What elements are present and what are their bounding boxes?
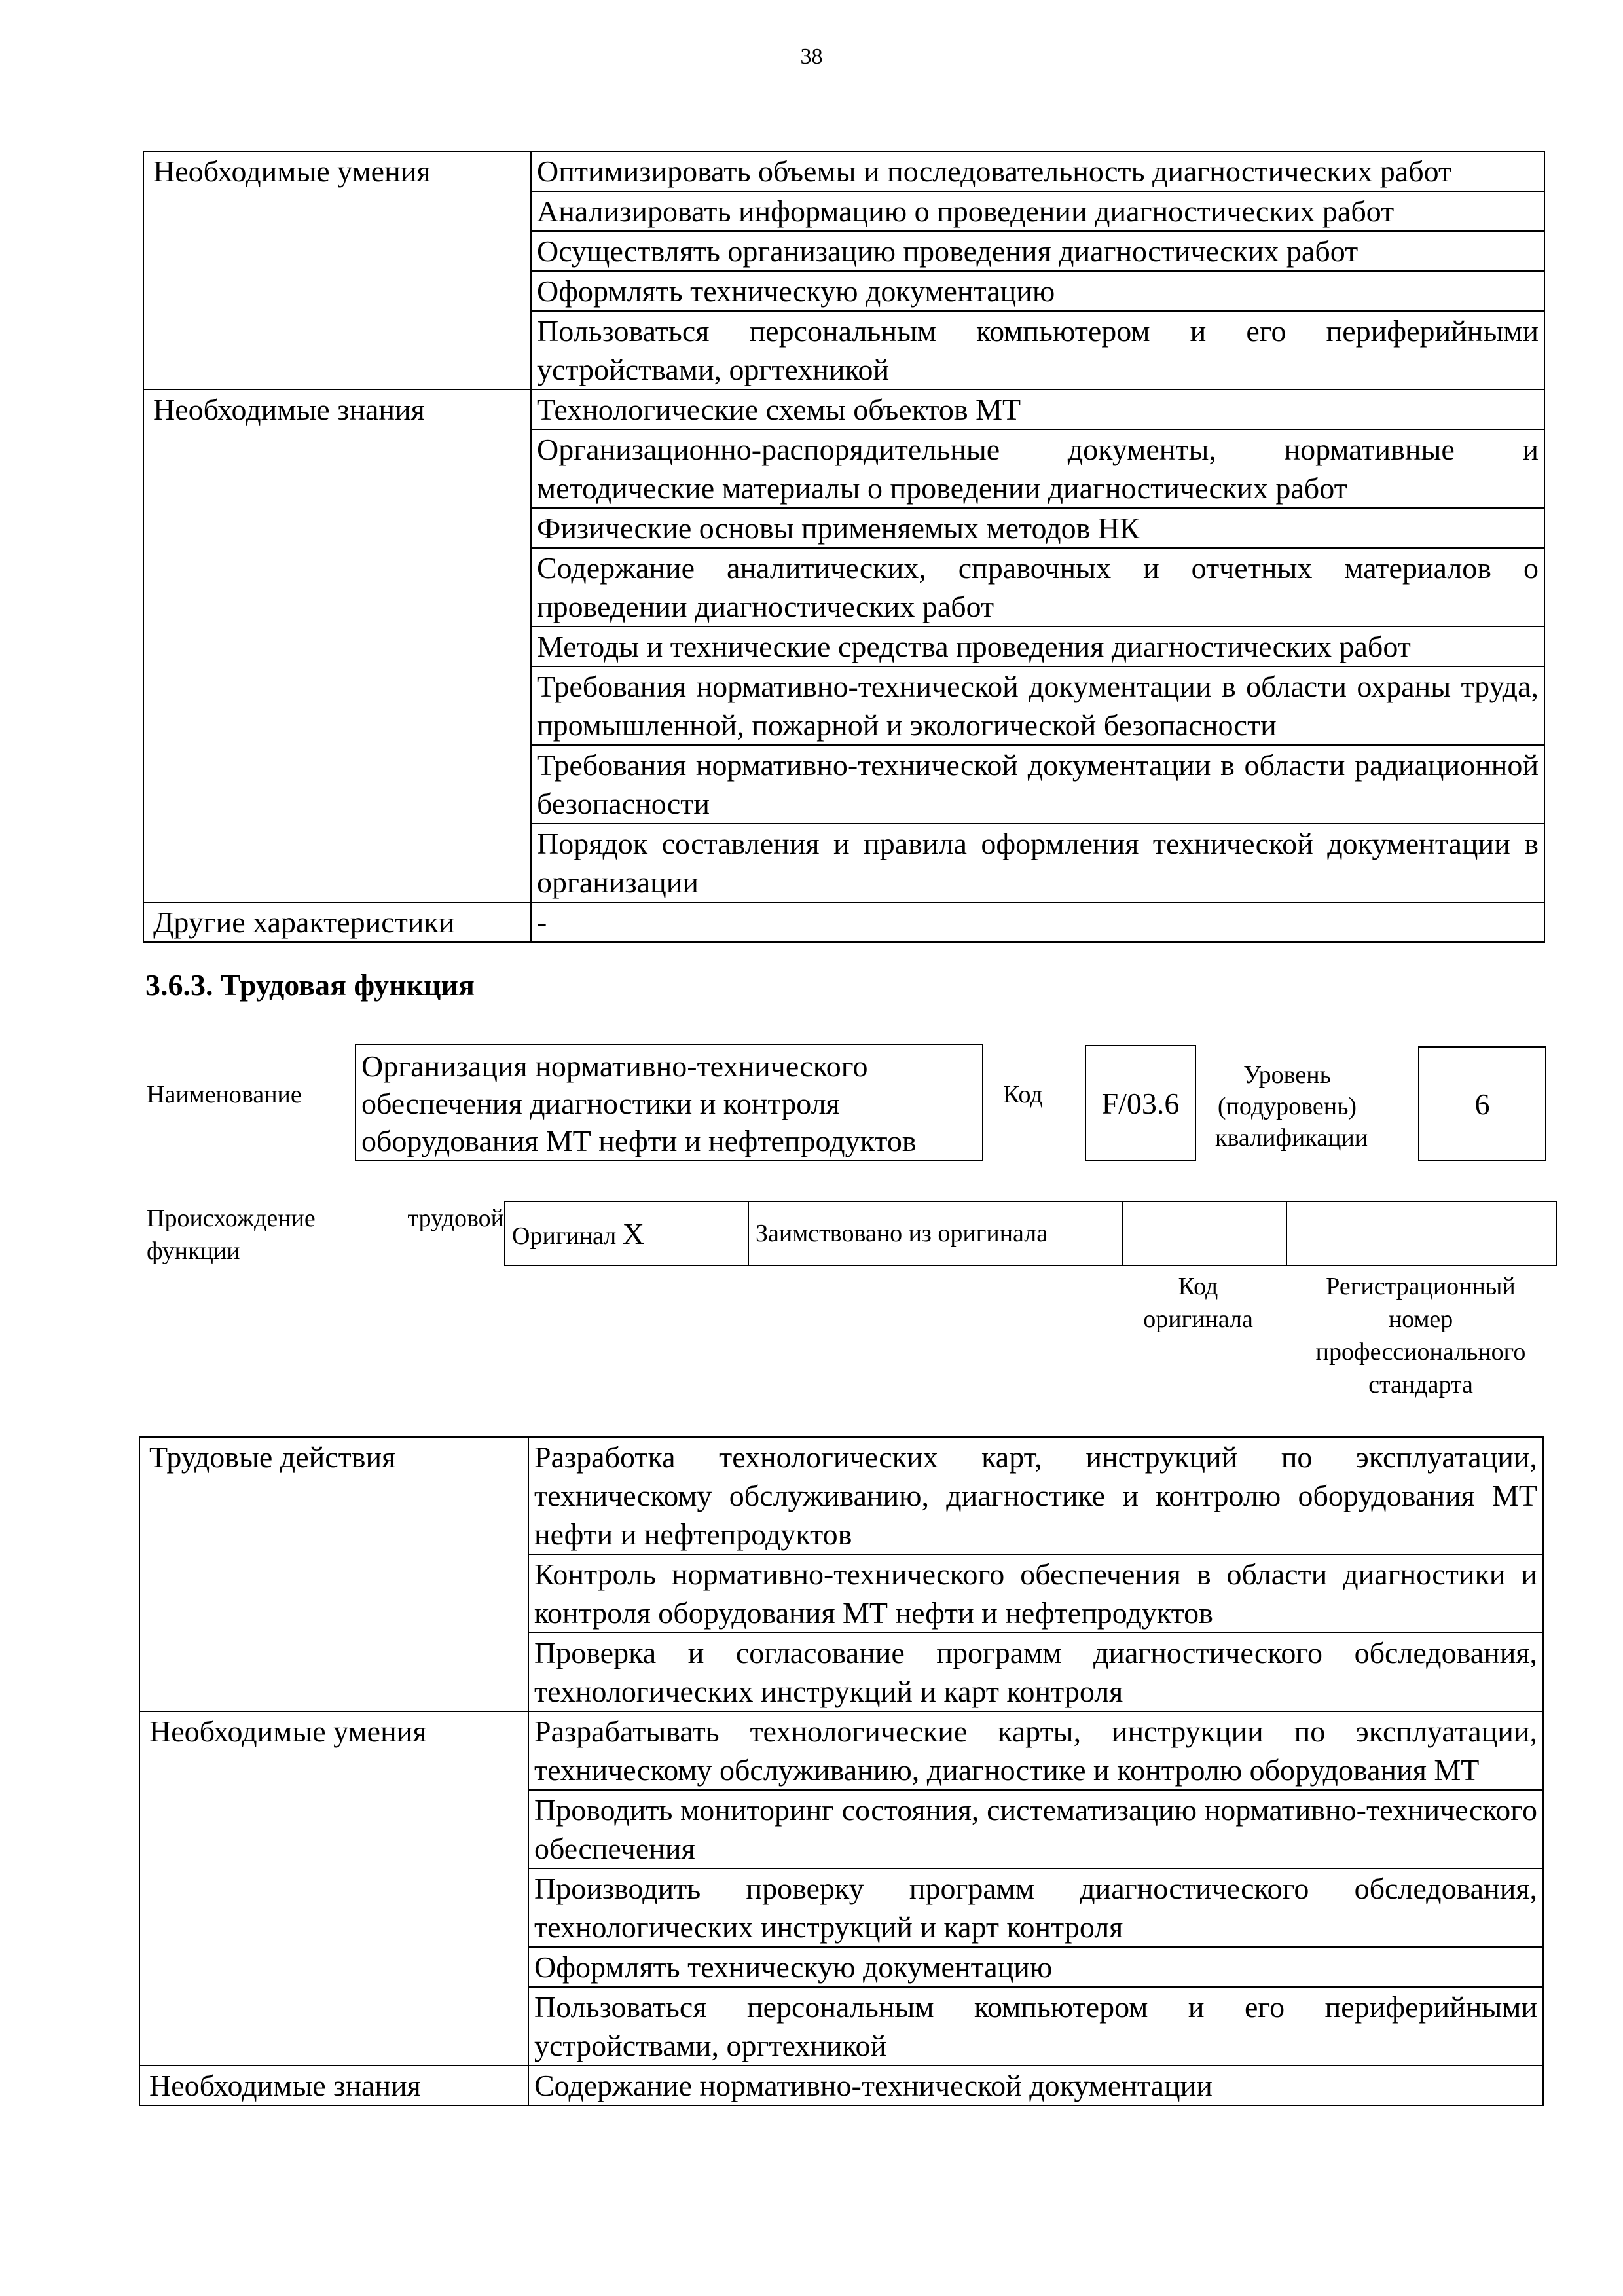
table-cell: Разрабатывать технологические карты, инструкции по эксплуатации, техническому обслуживанию, диагностике и контролю оборудования МТ [528, 1711, 1543, 1790]
original-mark: X [622, 1216, 644, 1250]
code-label: Код [1003, 1081, 1043, 1108]
table-cell: Пользоваться персональным компьютером и его периферийными устройствами, оргтехникой [531, 311, 1544, 390]
table-cell: - [531, 902, 1544, 942]
caption-line: Код [1178, 1273, 1218, 1300]
origin-label-left: Происхождение [147, 1205, 316, 1232]
origin-reg-cell [1286, 1201, 1556, 1266]
function-name-line: оборудования МТ нефти и нефтепродуктов [361, 1124, 917, 1157]
page-number: 38 [800, 45, 823, 69]
table-cell: Разработка технологических карт, инструкций по эксплуатации, техническому обслуживанию, диагностике и контролю оборудования МТ нефти и нефтепродуктов [528, 1437, 1543, 1554]
table-cell: Порядок составления и правила оформления технической документации в организации [531, 824, 1544, 902]
table-cell: Оптимизировать объемы и последовательность диагностических работ [531, 151, 1544, 191]
table-cell: Анализировать информацию о проведении диагностических работ [531, 191, 1544, 231]
table-row [143, 390, 1544, 429]
function-name-line: Организация нормативно-технического [361, 1049, 868, 1083]
origin-original-cell [505, 1201, 748, 1266]
code-box [1085, 1045, 1196, 1161]
row-label: Необходимые умения [139, 1711, 528, 2066]
table-row [143, 902, 1544, 942]
table-cell: Проводить мониторинг состояния, систематизацию нормативно-технического обеспечения [528, 1790, 1543, 1868]
requirements-table-2 [139, 1436, 1544, 2106]
section-heading: 3.6.3. Трудовая функция [145, 968, 475, 1002]
function-name-box [355, 1044, 983, 1161]
table-cell: Контроль нормативно-технического обеспечения в области диагностики и контроля оборудования МТ нефти и нефтепродуктов [528, 1554, 1543, 1633]
origin-label [147, 1202, 504, 1267]
table-cell: Проверка и согласование программ диагностического обследования, технологических инструкций и карт контроля [528, 1633, 1543, 1711]
function-name-line: обеспечения диагностики и контроля [361, 1087, 840, 1120]
origin-borrowed-cell: Заимствовано из оригинала [748, 1201, 1123, 1266]
caption-line: стандарта [1368, 1371, 1473, 1398]
table-cell: Технологические схемы объектов МТ [531, 390, 1544, 429]
level-label-line: (подуровень) [1217, 1093, 1357, 1120]
table-row [505, 1201, 1556, 1266]
table-cell: Осуществлять организацию проведения диагностических работ [531, 231, 1544, 271]
table-cell: Физические основы применяемых методов НК [531, 508, 1544, 548]
table-cell: Методы и технические средства проведения диагностических работ [531, 627, 1544, 666]
table-row [139, 2066, 1543, 2105]
table-row [139, 1711, 1543, 1790]
caption-line: профессионального [1315, 1338, 1526, 1366]
table-row [143, 151, 1544, 191]
table-cell: Оформлять техническую документацию [528, 1947, 1543, 1987]
row-label: Необходимые знания [143, 390, 531, 902]
row-label: Другие характеристики [143, 902, 531, 942]
origin-table [504, 1201, 1557, 1266]
code-value: F/03.6 [1101, 1086, 1180, 1120]
origin-label-right: трудовой [407, 1205, 504, 1232]
name-label: Наименование [147, 1081, 302, 1108]
level-label [1215, 1059, 1368, 1154]
level-value: 6 [1474, 1087, 1490, 1121]
table-cell: Производить проверку программ диагностического обследования, технологических инструкций и карт контроля [528, 1868, 1543, 1947]
table-cell: Содержание аналитических, справочных и отчетных материалов о проведении диагностических работ [531, 548, 1544, 627]
caption-code [1106, 1270, 1290, 1336]
caption-reg [1283, 1270, 1558, 1401]
original-label: Оригинал [512, 1222, 617, 1250]
table-cell: Содержание нормативно-технической документации [528, 2066, 1543, 2105]
caption-line: оригинала [1143, 1305, 1253, 1333]
requirements-table-1 [143, 151, 1545, 943]
level-label-line: квалификации [1215, 1124, 1368, 1152]
row-label: Трудовые действия [139, 1437, 528, 1711]
row-label: Необходимые умения [143, 151, 531, 390]
row-label: Необходимые знания [139, 2066, 528, 2105]
caption-line: номер [1388, 1305, 1453, 1333]
table-cell: Требования нормативно-технической документации в области радиационной безопасности [531, 745, 1544, 824]
table-row [139, 1437, 1543, 1554]
table-cell: Требования нормативно-технической документации в области охраны труда, промышленной, пожарной и экологической безопасности [531, 666, 1544, 745]
level-label-line: Уровень [1243, 1061, 1331, 1089]
origin-label-line2: функции [147, 1237, 240, 1265]
table-cell: Пользоваться персональным компьютером и его периферийными устройствами, оргтехникой [528, 1987, 1543, 2066]
caption-line: Регистрационный [1326, 1273, 1516, 1300]
table-cell: Оформлять техническую документацию [531, 271, 1544, 311]
level-box [1418, 1046, 1546, 1161]
origin-code-cell [1123, 1201, 1286, 1266]
table-cell: Организационно-распорядительные документы, нормативные и методические материалы о проведении диагностических работ [531, 429, 1544, 508]
